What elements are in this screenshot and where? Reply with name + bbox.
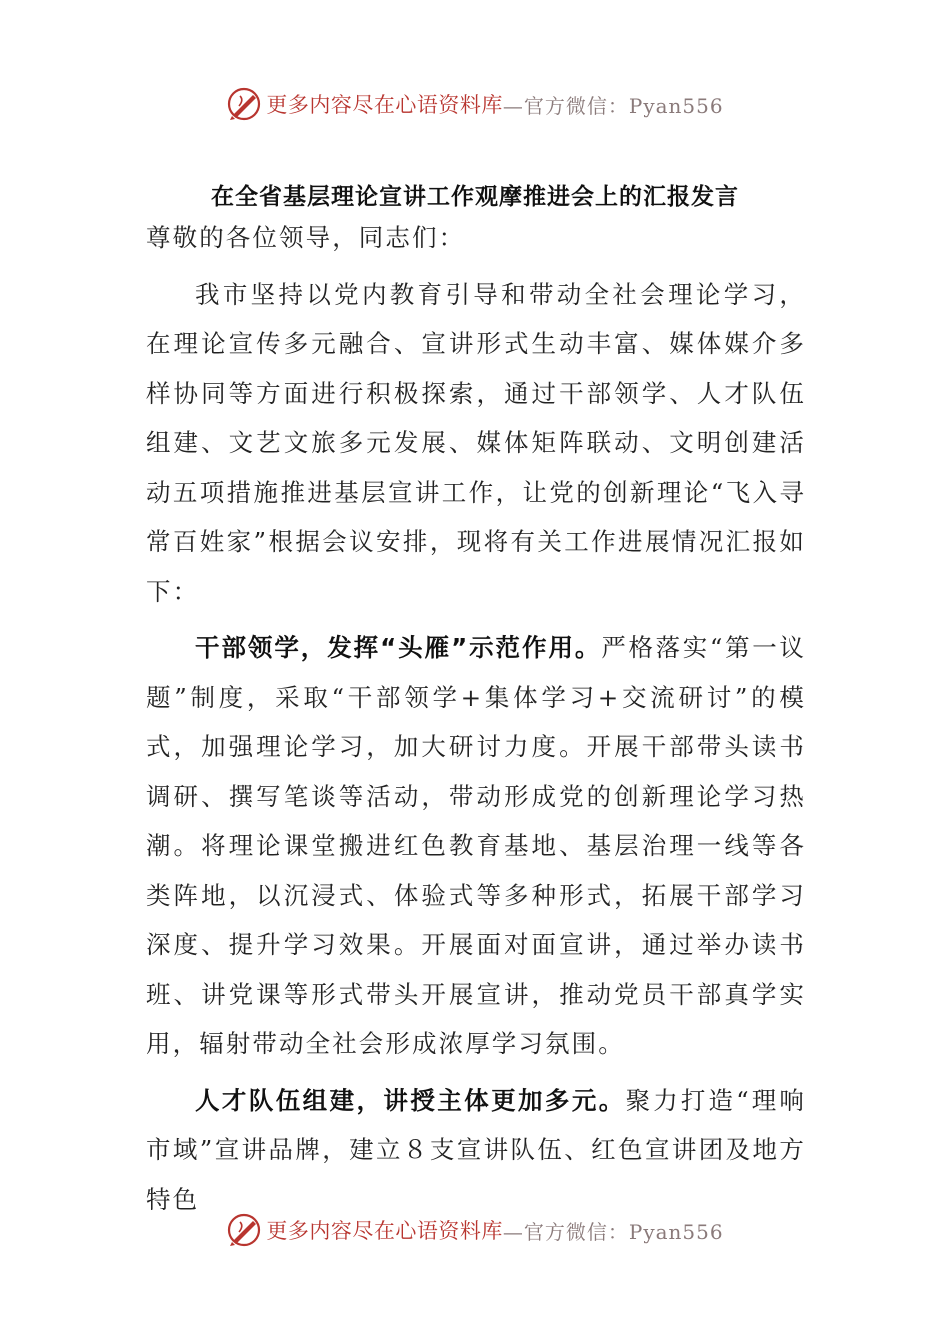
section-text-2: 聚力打造“理响市域”宣讲品牌，建立８支宣讲队伍、红色宣讲团及地方特色 [146, 1085, 806, 1214]
document-body [146, 213, 806, 1224]
section-paragraph-1 [146, 623, 806, 1069]
section-paragraph-2 [146, 1076, 806, 1225]
header-banner [0, 84, 950, 124]
pen-logo-icon [226, 1212, 262, 1248]
intro-paragraph: 我市坚持以党内教育引导和带动全社会理论学习，在理论宣传多元融合、宣讲形式生动丰富、媒体媒介多样协同等方面进行积极探索，通过干部领学、人才队伍组建、文艺文旅多元发展、媒体矩阵联动、文明创建活动五项措施推进基层宣讲工作，让党的创新理论“飞入寻常百姓家”根据会议安排，现将有关工作进展情况汇报如下： [146, 279, 806, 606]
banner-main-text: 更多内容尽在心语资料库 [266, 1219, 503, 1243]
section-lead-1: 干部领学，发挥“头雁”示范作用。 [195, 633, 602, 662]
banner-wechat-text: —官方微信：Pyan556 [502, 93, 724, 118]
salutation: 尊敬的各位领导，同志们： [146, 223, 466, 252]
banner-main-text: 更多内容尽在心语资料库 [266, 93, 503, 117]
document-title: 在全省基层理论宣讲工作观摩推进会上的汇报发言 [211, 184, 739, 210]
banner-wechat-text: —官方微信：Pyan556 [502, 1219, 724, 1244]
section-lead-2: 人才队伍组建，讲授主体更加多元。 [195, 1085, 626, 1115]
section-text-1: 严格落实“第一议题”制度，采取“干部领学+集体学习+交流研讨”的模式，加强理论学习，加大研讨力度。开展干部带头读书调研、撰写笔谈等活动，带动形成党的创新理论学习热潮。将理论课堂搬进红色教育基地、基层治理一线等各类阵地，以沉浸式、体验式等多种形式，拓展干部学习深度、提升学习效果。开展面对面宣讲，通过举办读书班、讲党课等形式带头开展宣讲，推动党员干部真学实用，辐射带动全社会形成浓厚学习氛围。 [146, 633, 806, 1058]
footer-banner [0, 1210, 950, 1250]
pen-logo-icon [226, 86, 262, 122]
